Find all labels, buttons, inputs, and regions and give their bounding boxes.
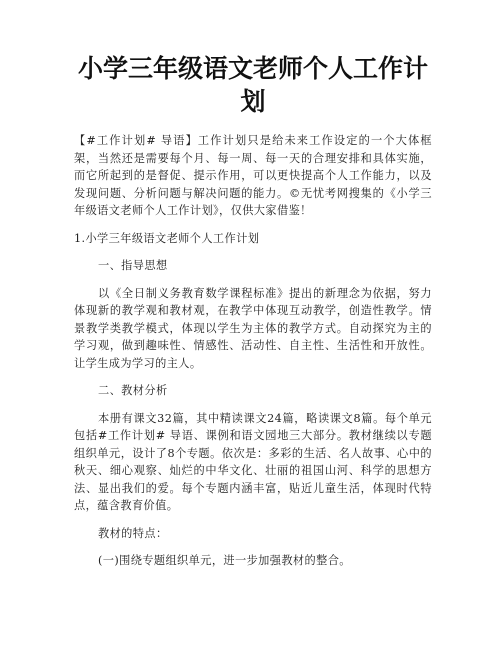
section-heading-guiding-ideology: 一、指导思想 bbox=[98, 259, 168, 272]
features-label: 教材的特点： bbox=[98, 526, 168, 540]
section-body-guiding-ideology: 以《全日制义务教育数学课程标准》提出的新理念为依据，努力体现新的教学观和教材观，在教学中体现互动教学，创造性教学。情景教学类教学模式，体现以学生为主体的教学方式。自动探究为主的学习观，做到趣味性、情感性、活动性、自主性、生活性和开放性。让学生成为学习的主人。 bbox=[74, 286, 432, 370]
item-heading-1: 1.小学三年级语文老师个人工作计划 bbox=[74, 231, 260, 245]
section-body-textbook-analysis: 本册有课文32篇，其中精读课文24篇，略读课文8篇。每个单元包括#工作计划# 导语、课例和语文园地三大部分。教材继续以专题组织单元，设计了8个专题。依次是：多彩的生活、名人故事、心中的秋天、细心观察、灿烂的中华文化、壮丽的祖国山河、科学的思想方法、显出我们的爱。每个专题内涵丰富，贴近儿童生活，体现时代特点，蕴含教育价值。 bbox=[74, 411, 432, 512]
intro-paragraph: 【#工作计划# 导语】工作计划只是给未来工作设定的一个大体框架，当然还是需要每个月、每一周、每一天的合理安排和具体实施，而它所起到的是督促、提示作用，可以更快提高个人工作能力，以及发现问题、分析问题与解决问题的能力。©无忧考网搜集的《小学三年级语文老师个人工作计划》，仅供大家借鉴！ bbox=[74, 134, 432, 217]
document-title: 小学三年级语文老师个人工作计划 bbox=[77, 54, 428, 116]
section-heading-textbook-analysis: 二、教材分析 bbox=[98, 384, 168, 397]
feature-item-1: (一)围绕专题组织单元，进一步加强教材的整合。 bbox=[98, 554, 351, 567]
document-page bbox=[74, 52, 432, 580]
